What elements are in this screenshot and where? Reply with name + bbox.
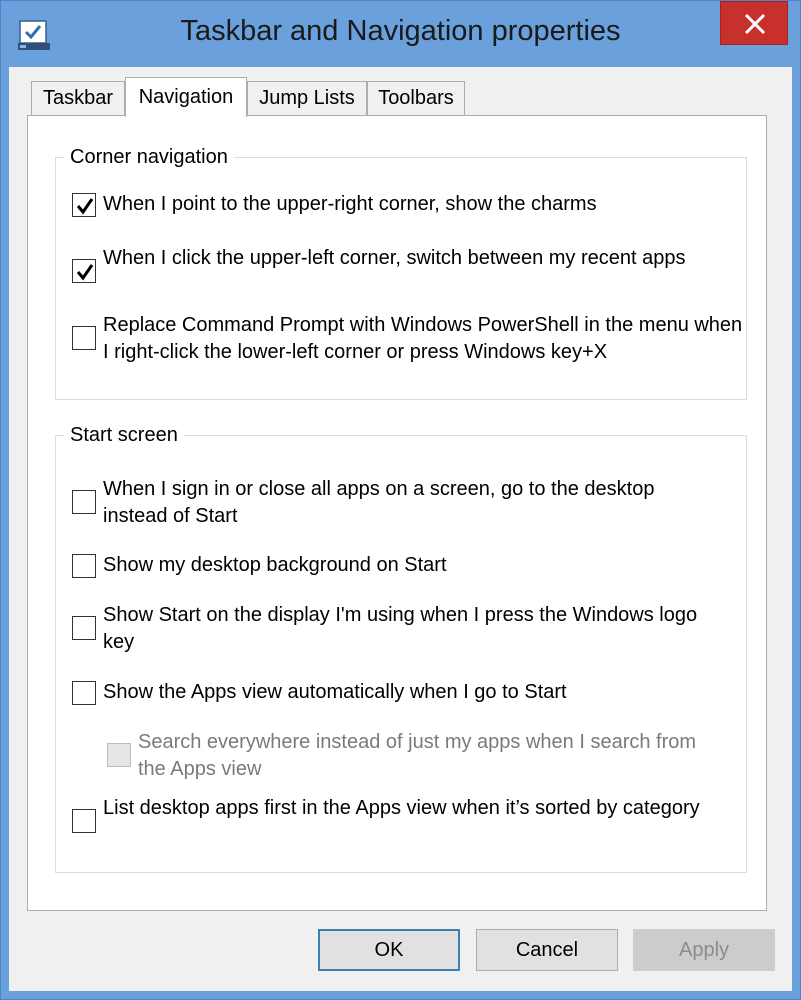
desktop-background-option[interactable] <box>72 552 737 582</box>
navigation-tab-panel <box>27 115 767 911</box>
search-everywhere-checkbox[interactable] <box>107 743 131 767</box>
tab-jump-lists[interactable]: Jump Lists <box>247 81 367 115</box>
start-on-display-checkbox[interactable] <box>72 616 96 640</box>
apply-button[interactable]: Apply <box>633 929 775 971</box>
search-everywhere-label: Search everywhere instead of just my apps when I search from the Apps view <box>138 731 697 780</box>
tab-navigation[interactable]: Navigation <box>125 77 247 117</box>
recent-apps-label: When I click the upper-left corner, switch between my recent apps <box>103 247 686 269</box>
desktop-apps-first-label: List desktop apps first in the Apps view when it’s sorted by category <box>103 797 700 819</box>
powershell-label: Replace Command Prompt with Windows PowerShell in the menu when I right-click the lower-left corner or press Windows key+X <box>103 314 743 363</box>
close-icon <box>721 2 789 46</box>
title-bar[interactable] <box>1 1 800 67</box>
ok-button[interactable]: OK <box>318 929 460 971</box>
checkmark-icon <box>75 196 95 216</box>
tab-toolbars[interactable]: Toolbars <box>367 81 465 115</box>
desktop-apps-first-option[interactable] <box>72 795 737 851</box>
recent-apps-checkbox[interactable] <box>72 259 96 283</box>
close-button[interactable] <box>720 1 788 45</box>
dialog-body <box>9 67 792 991</box>
apps-view-label: Show the Apps view automatically when I go to Start <box>103 681 567 703</box>
window-title: Taskbar and Navigation properties <box>180 15 621 47</box>
go-to-desktop-label: When I sign in or close all apps on a screen, go to the desktop instead of Start <box>103 478 655 527</box>
desktop-apps-first-checkbox[interactable] <box>72 809 96 833</box>
charms-checkbox[interactable] <box>72 193 96 217</box>
powershell-checkbox[interactable] <box>72 326 96 350</box>
go-to-desktop-option[interactable] <box>72 476 737 532</box>
desktop-background-label: Show my desktop background on Start <box>103 554 447 576</box>
cancel-button[interactable]: Cancel <box>476 929 618 971</box>
search-everywhere-option[interactable] <box>107 729 737 785</box>
start-screen-group <box>55 424 747 873</box>
apps-view-checkbox[interactable] <box>72 681 96 705</box>
apps-view-option[interactable] <box>72 679 737 709</box>
corner-navigation-group <box>55 146 747 400</box>
charms-option[interactable] <box>72 191 737 221</box>
checkmark-icon <box>75 262 95 282</box>
start-on-display-option[interactable] <box>72 602 737 658</box>
corner-navigation-legend: Corner navigation <box>64 146 234 169</box>
start-on-display-label: Show Start on the display I'm using when I press the Windows logo key <box>103 604 698 653</box>
desktop-background-checkbox[interactable] <box>72 554 96 578</box>
recent-apps-option[interactable] <box>72 245 737 301</box>
start-screen-legend: Start screen <box>64 424 184 447</box>
charms-label: When I point to the upper-right corner, show the charms <box>103 193 597 215</box>
powershell-option[interactable] <box>72 312 743 368</box>
go-to-desktop-checkbox[interactable] <box>72 490 96 514</box>
tab-taskbar[interactable]: Taskbar <box>31 81 125 115</box>
